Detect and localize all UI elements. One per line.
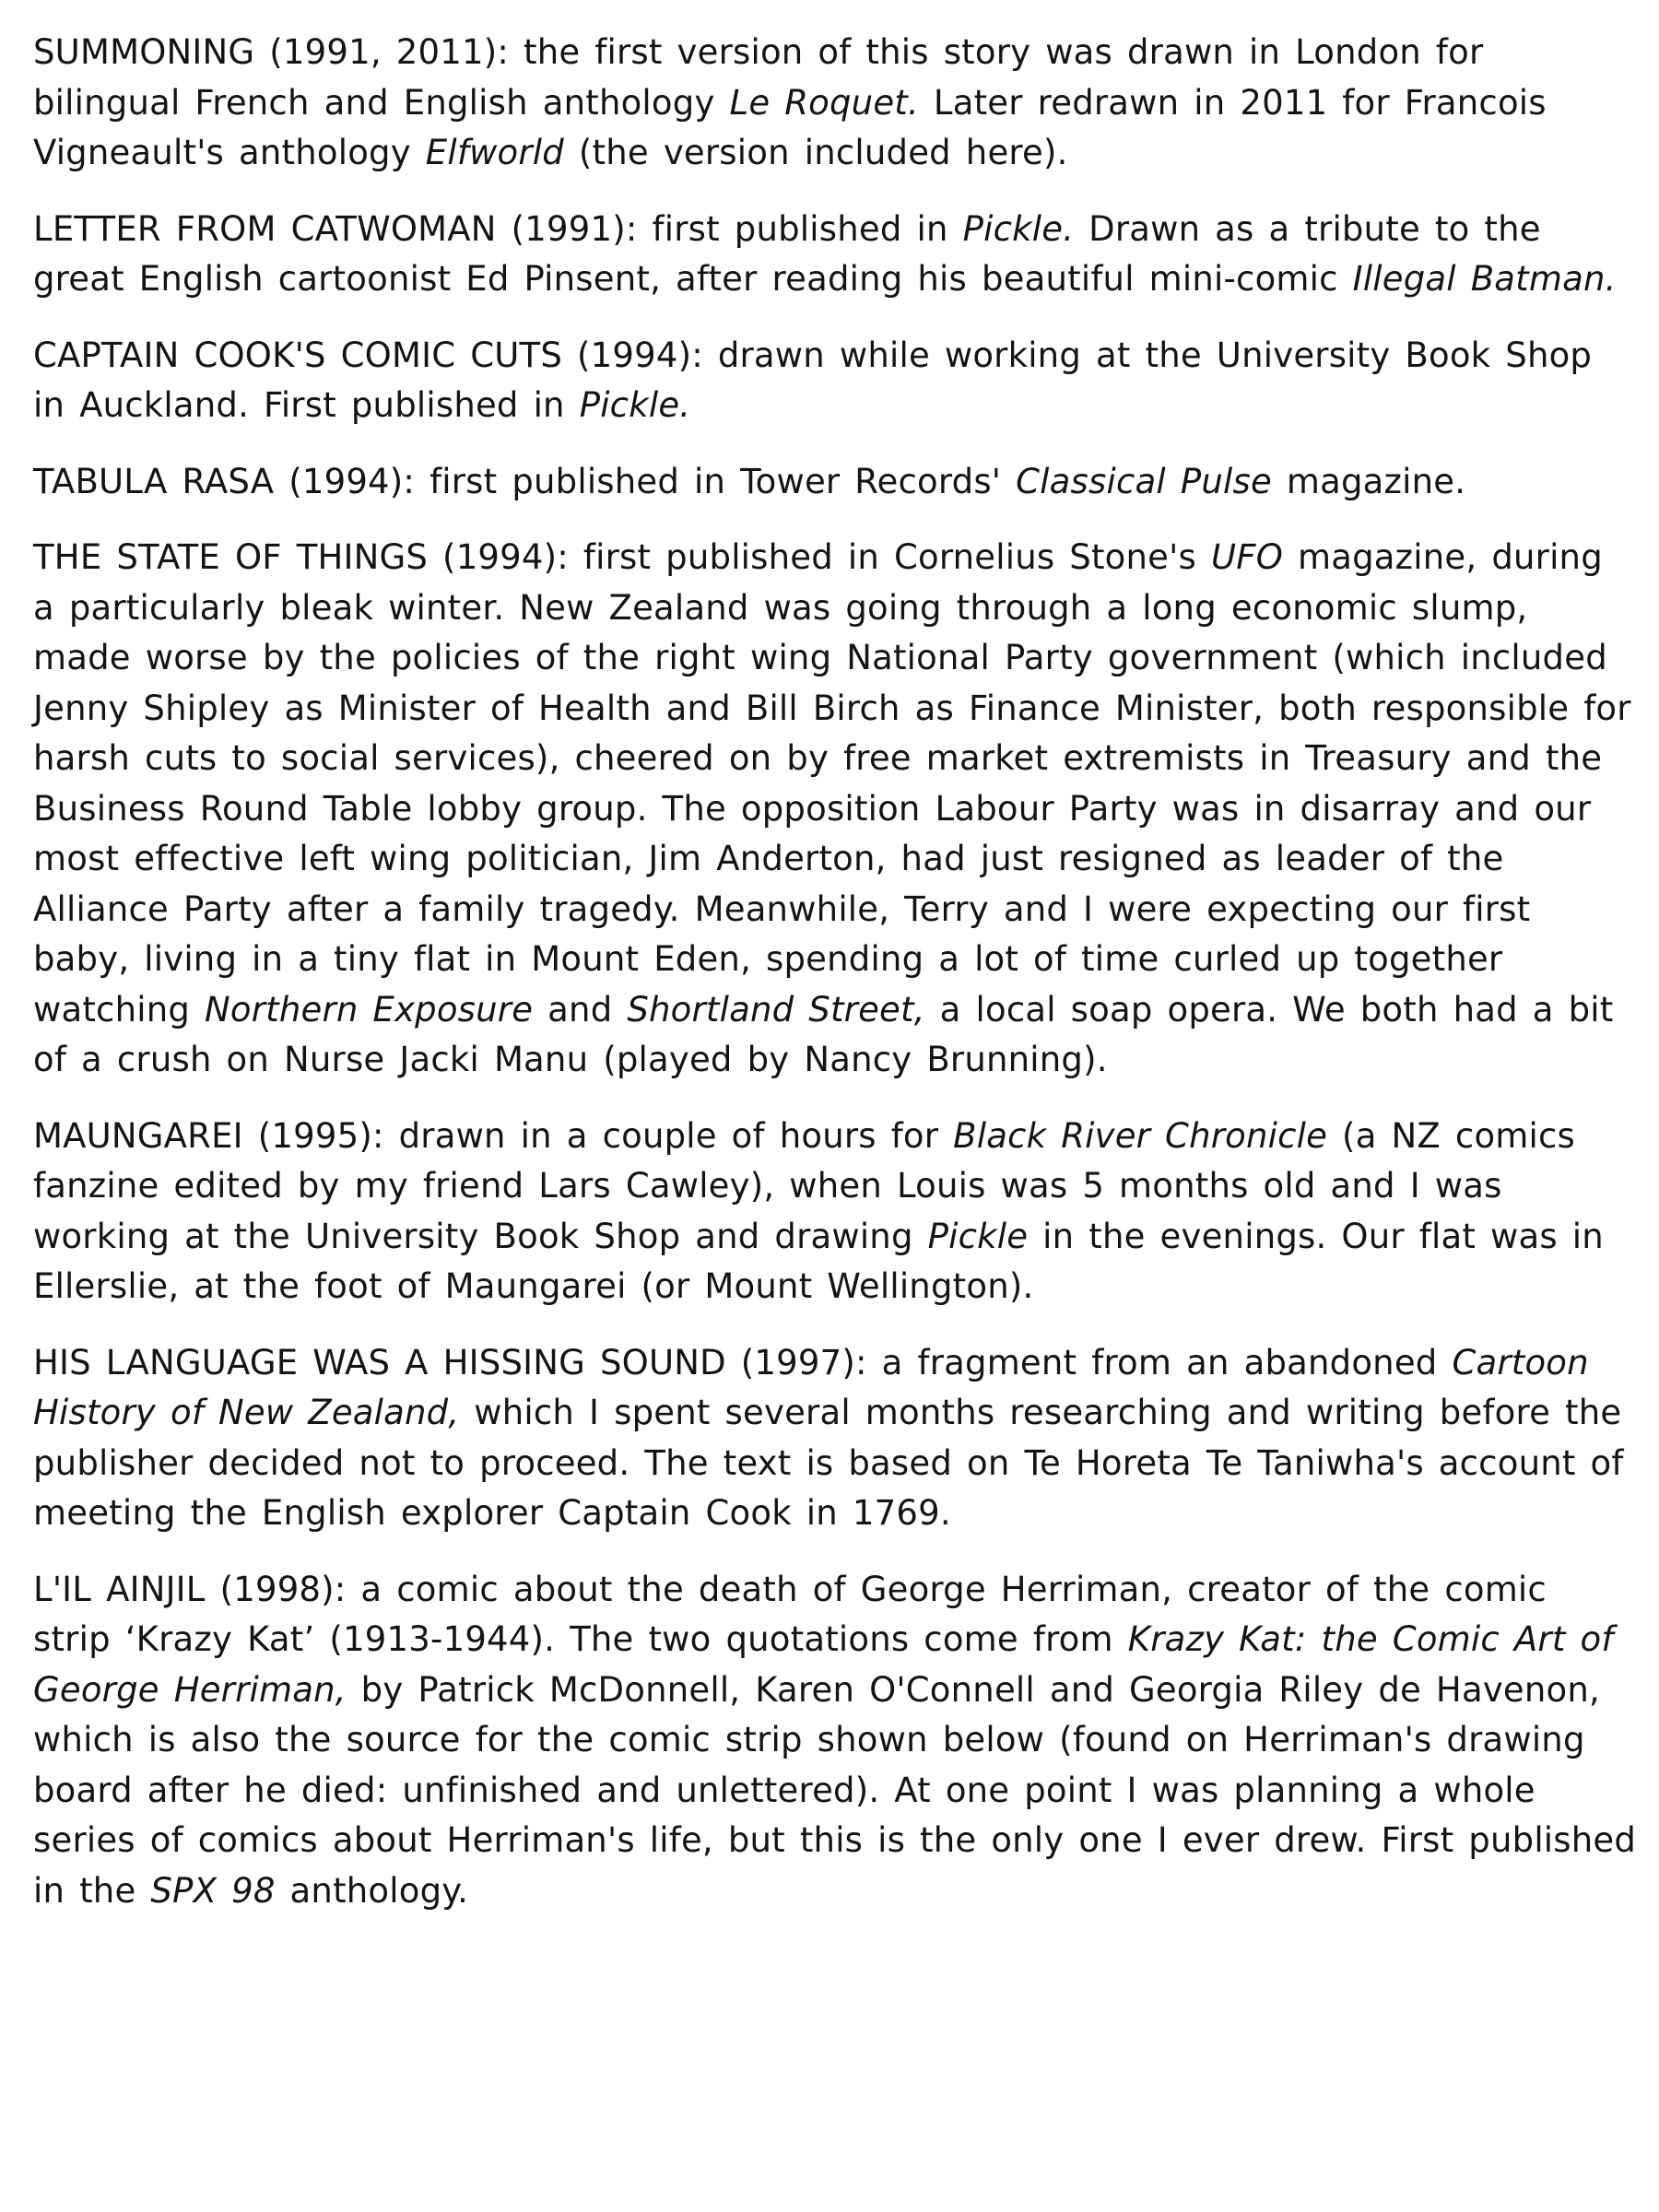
note-title-italic: Elfworld: [425, 133, 564, 172]
note-title-italic: SPX 98: [150, 1870, 276, 1911]
note-tabula-rasa: [33, 457, 1637, 508]
note-title-italic: Krazy Kat: the Comic Art of George Herriman,: [33, 1619, 1614, 1710]
note-letter-from-catwoman: [33, 205, 1637, 305]
note-text: Drawn as a tribute to the great English cartoonist Ed Pinsent, after reading his beautiful mini-comic: [33, 208, 1541, 299]
note-title-italic: Shortland Street,: [627, 989, 925, 1030]
note-text: by Patrick McDonnell, Karen O'Connell and Georgia Riley de Havenon, which is also the source for the comic strip shown below (found on Herriman's drawing board after he died: unfinished and unlettered). At one point I was planning a whole series of comics about Herriman's life, but this is the only one I ever drew. First published in the: [33, 1669, 1637, 1911]
note-title-italic: Le Roquet.: [729, 82, 919, 123]
note-title-italic: Illegal Batman.: [1352, 259, 1617, 299]
note-text: HIS LANGUAGE WAS A HISSING SOUND (1997): a fragment from an abandoned: [33, 1342, 1453, 1382]
note-text: TABULA RASA (1994): first published in Tower Records': [33, 461, 1017, 501]
note-text: (a NZ comics fanzine edited by my friend Lars Cawley), when Louis was 5 months old and I was working at the University Book Shop and drawing: [33, 1115, 1576, 1256]
note-text: CAPTAIN COOK'S COMIC CUTS (1994): drawn while working at the University Book Shop in Auckland. First published in: [33, 335, 1593, 425]
note-the-state-of-things: [33, 533, 1637, 1086]
note-title-italic: Black River Chronicle: [953, 1115, 1328, 1156]
note-text: magazine, during a particularly bleak winter. New Zealand was going through a long economic slump, made worse by the policies of the right wing National Party government (which included Jenny Shipley as Minister of Health and Bill Birch as Finance Minister, both responsible for harsh cuts to social services), cheered on by free market extremists in Treasury and the Business Round Table lobby group. The opposition Labour Party was in disarray and our most effective left wing politician, Jim Anderton, had just resigned as leader of the Alliance Party after a family tragedy. Meanwhile, Terry and I were expecting our first baby, living in a tiny flat in Mount Eden, spending a lot of time curled up together watching: [33, 537, 1631, 1030]
note-text: and: [533, 989, 628, 1030]
note-text: anthology.: [275, 1870, 469, 1911]
note-text: in the evenings. Our flat was in Ellerslie, at the foot of Maungarei (or Mount Wellington).: [33, 1216, 1604, 1306]
note-text: Later redrawn in 2011 for Francois Vigneault's anthology: [33, 82, 1547, 172]
note-text: L'IL AINJIL (1998): a comic about the death of George Herriman, creator of the comic strip ‘Krazy Kat’ (1913-1944). The two quotations come from: [33, 1569, 1547, 1659]
note-title-italic: UFO: [1210, 537, 1284, 577]
note-title-italic: Northern Exposure: [205, 989, 534, 1030]
note-text: SUMMONING (1991, 2011): the first version of this story was drawn in London for bilingual French and English anthology: [33, 32, 1484, 123]
note-title-italic: Pickle: [927, 1216, 1029, 1256]
note-text: magazine.: [1271, 461, 1466, 501]
note-text: LETTER FROM CATWOMAN (1991): first published in: [33, 208, 963, 249]
note-text: THE STATE OF THINGS (1994): first published in Cornelius Stone's: [33, 537, 1211, 577]
note-text: MAUNGAREI (1995): drawn in a couple of hours for: [33, 1115, 954, 1156]
note-text: (the version included here).: [563, 133, 1068, 172]
notes-page: [33, 28, 1637, 1942]
note-text: which I spent several months researching and writing before the publisher decided not to proceed. The text is based on Te Horeta Te Taniwha's account of meeting the English explorer Captain Cook in 1769.: [33, 1393, 1624, 1533]
note-his-language-was-a-hissing-sound: [33, 1338, 1637, 1539]
note-maungarei: [33, 1112, 1637, 1312]
note-title-italic: Pickle.: [579, 385, 691, 425]
note-summoning: [33, 28, 1637, 179]
note-title-italic: Pickle.: [962, 208, 1075, 249]
note-text: a local soap opera. We both had a bit of a crush on Nurse Jacki Manu (played by Nancy Brunning).: [33, 989, 1614, 1079]
note-lil-ainjil: [33, 1565, 1637, 1917]
note-title-italic: Cartoon History of New Zealand,: [33, 1342, 1589, 1432]
note-captain-cooks-comic-cuts: [33, 331, 1637, 431]
note-title-italic: Classical Pulse: [1016, 461, 1272, 501]
